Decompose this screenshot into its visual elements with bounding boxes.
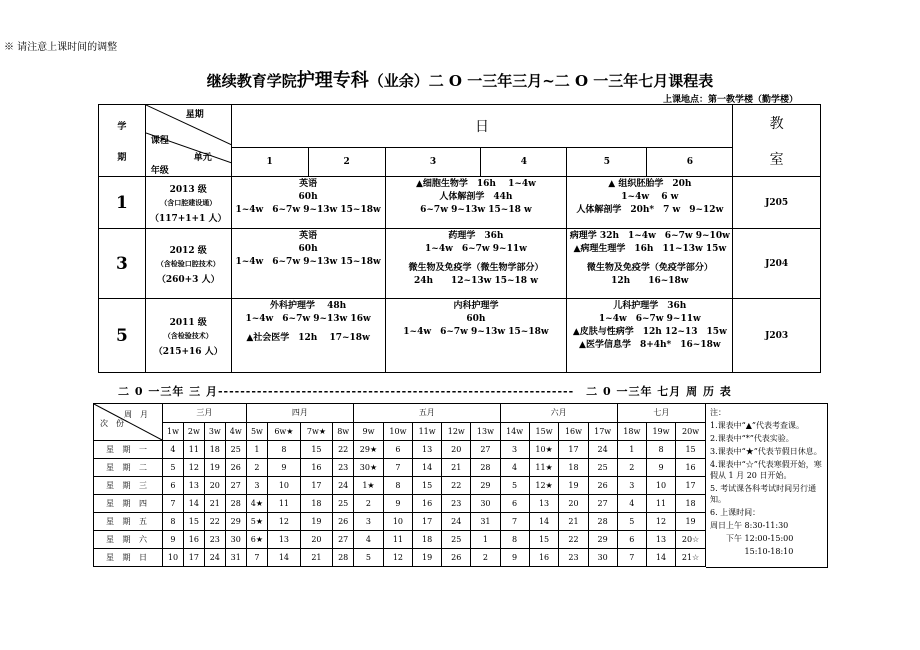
- course-line: 内科护理学: [453, 301, 499, 311]
- grade-cell: [145, 299, 231, 373]
- unit-1: 1: [231, 148, 308, 177]
- date-cell: 20: [559, 495, 588, 513]
- date-cell: 27: [225, 477, 246, 495]
- date-cell: 7: [246, 549, 267, 567]
- legend-item: 周日上午 8:30-11:30: [710, 521, 789, 530]
- date-cell: 14: [183, 495, 204, 513]
- date-cell: 15: [300, 441, 333, 459]
- week-number: 19w: [646, 422, 675, 441]
- date-cell: 14: [413, 459, 442, 477]
- date-cell: 29: [225, 513, 246, 531]
- course-line: 病理学 32h 1~4w 6~7w 9~10w: [569, 231, 730, 241]
- date-cell: 20: [204, 477, 225, 495]
- date-cell: 10: [383, 513, 412, 531]
- title-prefix: 继续教育学院: [206, 72, 297, 90]
- date-cell: 8: [646, 441, 675, 459]
- date-cell: 31: [471, 513, 500, 531]
- date-cell: 28: [333, 549, 354, 567]
- grade-label: 2011 级: [169, 317, 207, 328]
- week-number: 16w: [559, 422, 588, 441]
- date-cell: 7: [617, 549, 646, 567]
- course-cell: [231, 229, 385, 299]
- date-cell: 1: [246, 441, 267, 459]
- course-line: ▲细胞生物学 16h 1~4w: [415, 179, 536, 189]
- course-line: 60h: [298, 192, 318, 202]
- date-cell: 26: [333, 513, 354, 531]
- week-number: 4w: [225, 422, 246, 441]
- date-cell: 13: [413, 441, 442, 459]
- calendar-row: [94, 441, 706, 459]
- date-cell: 10: [268, 477, 301, 495]
- date-cell: 12: [646, 513, 675, 531]
- date-cell: 23: [442, 495, 471, 513]
- date-cell: 5: [617, 513, 646, 531]
- date-cell: 12: [268, 513, 301, 531]
- student-count: （117+1+1 人）: [149, 213, 227, 224]
- diag-kecheng: 课程: [150, 136, 169, 146]
- week-number: 15w: [529, 422, 559, 441]
- grade-subtitle: （含口腔建设通）: [160, 197, 217, 207]
- date-cell: 5: [163, 459, 184, 477]
- month-header: 六月: [500, 404, 617, 423]
- date-cell: 29: [588, 531, 617, 549]
- date-cell: 10: [646, 477, 675, 495]
- date-cell: 30: [471, 495, 500, 513]
- legend-item: 4.课表中“☆”代表寒假开始，寒假从 1 月 20 日开始。: [710, 460, 822, 480]
- calendar-row: [94, 477, 706, 495]
- date-cell: 16: [300, 459, 333, 477]
- grade-cell: [145, 229, 231, 299]
- date-cell: 10: [163, 549, 184, 567]
- date-cell: 11: [646, 495, 675, 513]
- date-cell: 1: [471, 531, 500, 549]
- date-cell: 30★: [354, 459, 384, 477]
- weekday-label: 星 期 一: [94, 441, 163, 459]
- course-line: 60h: [466, 314, 486, 324]
- diag-danyuan: 单元: [193, 153, 212, 163]
- weekday-label: 星 期 四: [94, 495, 163, 513]
- legend-item: 2.课表中“*”代表实验。: [710, 434, 794, 443]
- date-cell: 5: [354, 549, 384, 567]
- course-line: ▲ 组织胚胎学 20h: [608, 179, 692, 189]
- weekday-label: 星 期 三: [94, 477, 163, 495]
- course-line: 人体解剖学 44h: [439, 192, 513, 202]
- date-cell: 4★: [246, 495, 267, 513]
- course-line: ▲皮肤与性病学 12h 12~13 15w: [572, 327, 727, 337]
- date-cell: 9: [500, 549, 529, 567]
- room-cell: J205: [733, 177, 821, 229]
- date-cell: 28: [225, 495, 246, 513]
- calendar-row: [94, 531, 706, 549]
- date-cell: 17: [413, 513, 442, 531]
- week-number: 7w★: [300, 422, 333, 441]
- date-cell: 30: [588, 549, 617, 567]
- week-number: 6w★: [268, 422, 301, 441]
- date-cell: 11: [183, 441, 204, 459]
- date-cell: 1: [617, 441, 646, 459]
- date-cell: 2: [246, 459, 267, 477]
- date-cell: 18: [676, 495, 706, 513]
- course-line: 人体解剖学 20h* 7 w 9~12w: [576, 205, 724, 215]
- date-cell: 3: [354, 513, 384, 531]
- date-cell: 19: [676, 513, 706, 531]
- date-cell: 27: [588, 495, 617, 513]
- date-cell: 28: [471, 459, 500, 477]
- date-cell: 6: [500, 495, 529, 513]
- date-cell: 19: [413, 549, 442, 567]
- date-cell: 9: [163, 531, 184, 549]
- course-line: 英语: [299, 231, 318, 241]
- date-cell: 3: [246, 477, 267, 495]
- date-cell: 18: [204, 441, 225, 459]
- date-cell: 12: [383, 549, 412, 567]
- course-line: 60h: [298, 244, 318, 254]
- week-number: 13w: [471, 422, 500, 441]
- date-cell: 5: [500, 477, 529, 495]
- course-line: 1~4w 6~7w 9~11w: [425, 244, 527, 254]
- date-cell: 1★: [354, 477, 384, 495]
- term-number: 5: [99, 299, 146, 373]
- date-cell: 18: [559, 459, 588, 477]
- legend-item: 1.课表中“▲”代表考查课。: [710, 421, 804, 430]
- date-cell: 19: [559, 477, 588, 495]
- date-cell: 11: [383, 531, 412, 549]
- weekday-label: 星 期 二: [94, 459, 163, 477]
- course-line: 药理学 36h: [448, 231, 504, 241]
- date-cell: 13: [183, 477, 204, 495]
- date-cell: 10★: [529, 441, 559, 459]
- date-cell: 27: [471, 441, 500, 459]
- date-cell: 22: [559, 531, 588, 549]
- grade-cell: [145, 177, 231, 229]
- date-cell: 9: [268, 459, 301, 477]
- class-location: 上课地点：第一教学楼（勤学楼）: [662, 95, 798, 105]
- course-cell: [567, 229, 733, 299]
- date-cell: 22: [333, 441, 354, 459]
- legend-item: 下午 12:00-15:00: [710, 534, 794, 543]
- date-cell: 13: [529, 495, 559, 513]
- date-cell: 8: [268, 441, 301, 459]
- date-cell: 7: [383, 459, 412, 477]
- course-line: 12h 16~18w: [611, 276, 689, 286]
- date-cell: 26: [442, 549, 471, 567]
- legend-item: 5. 考试课各科考试时间另行通知。: [710, 484, 817, 504]
- date-cell: 17: [559, 441, 588, 459]
- diag-xingqi: 星期: [185, 110, 204, 120]
- month-header: 五月: [354, 404, 500, 423]
- calendar-row: [94, 549, 706, 567]
- grade-subtitle: （含检验口腔技术）: [156, 258, 220, 268]
- date-cell: 28: [588, 513, 617, 531]
- date-cell: 11★: [529, 459, 559, 477]
- course-line: 6~7w 9~13w 15~18 w: [420, 205, 532, 215]
- date-cell: 25: [333, 495, 354, 513]
- calendar-table: [93, 403, 706, 567]
- course-line: 外科护理学 48h: [269, 301, 347, 311]
- term-number: 1: [99, 177, 146, 229]
- date-cell: 18: [300, 495, 333, 513]
- diag-nianji: 年级: [150, 166, 169, 176]
- date-cell: 29: [471, 477, 500, 495]
- corner-text-a: 周 月: [124, 410, 148, 419]
- date-cell: 26: [225, 459, 246, 477]
- date-cell: 3: [617, 477, 646, 495]
- date-cell: 19: [204, 459, 225, 477]
- date-cell: 26: [588, 477, 617, 495]
- month-header: 七月: [617, 404, 705, 423]
- course-line: 儿科护理学 36h: [613, 301, 687, 311]
- legend-item: 3.课表中“★”代表节假日休息。: [710, 447, 822, 456]
- corner-text-b: 次 份: [100, 419, 124, 428]
- weekday-label: 星 期 日: [94, 549, 163, 567]
- date-cell: 8: [500, 531, 529, 549]
- course-cell: [231, 177, 385, 229]
- date-cell: 2: [471, 549, 500, 567]
- unit-4: 4: [481, 148, 567, 177]
- course-line: 1~4w 6~7w 9~11w: [598, 314, 701, 324]
- date-cell: 15: [183, 513, 204, 531]
- week-number: 18w: [617, 422, 646, 441]
- date-cell: 27: [333, 531, 354, 549]
- week-number: 3w: [204, 422, 225, 441]
- date-cell: 4: [500, 459, 529, 477]
- date-cell: 7: [500, 513, 529, 531]
- course-line: 1~4w 6~7w 9~13w 16w: [245, 314, 371, 324]
- date-cell: 15: [413, 477, 442, 495]
- calendar-row: [94, 513, 706, 531]
- legend-item: 6. 上课时间：: [710, 508, 761, 517]
- course-cell: [385, 229, 567, 299]
- date-cell: 7: [163, 495, 184, 513]
- date-cell: 13: [268, 531, 301, 549]
- course-line: 1~4w 6~7w 9~13w 15~18w: [235, 257, 381, 267]
- room-header: 教 室: [733, 105, 821, 177]
- date-cell: 2: [617, 459, 646, 477]
- date-cell: 21: [300, 549, 333, 567]
- date-cell: 8: [163, 513, 184, 531]
- student-count: （260+3 人）: [156, 274, 220, 285]
- date-cell: 8: [383, 477, 412, 495]
- term-header: 学 期: [99, 105, 146, 177]
- date-cell: 15: [676, 441, 706, 459]
- date-cell: 14: [529, 513, 559, 531]
- date-cell: 18: [413, 531, 442, 549]
- course-cell: [385, 177, 567, 229]
- date-cell: 21: [204, 495, 225, 513]
- week-number: 1w: [163, 422, 184, 441]
- week-number: 12w: [442, 422, 471, 441]
- term-number: 3: [99, 229, 146, 299]
- date-cell: 21☆: [676, 549, 706, 567]
- date-cell: 24: [442, 513, 471, 531]
- date-cell: 24: [204, 549, 225, 567]
- date-cell: 4: [617, 495, 646, 513]
- date-cell: 29★: [354, 441, 384, 459]
- date-cell: 16: [529, 549, 559, 567]
- date-cell: 12: [183, 459, 204, 477]
- date-cell: 25: [442, 531, 471, 549]
- date-cell: 11: [268, 495, 301, 513]
- grade-subtitle: （含检验技术）: [163, 330, 213, 340]
- unit-3: 3: [385, 148, 481, 177]
- date-cell: 5★: [246, 513, 267, 531]
- date-cell: 4: [163, 441, 184, 459]
- student-count: （215+16 人）: [153, 346, 223, 357]
- month-header: 三月: [163, 404, 247, 423]
- weekday-label: 星 期 六: [94, 531, 163, 549]
- course-line: 微生物及免疫学（免疫学部分）: [586, 263, 713, 273]
- week-number: 10w: [383, 422, 412, 441]
- date-cell: 6: [383, 441, 412, 459]
- week-number: 14w: [500, 422, 529, 441]
- course-line: 1~4w 6 w: [621, 192, 679, 202]
- date-cell: 20: [442, 441, 471, 459]
- date-cell: 16: [183, 531, 204, 549]
- week-number: 9w: [354, 422, 384, 441]
- date-cell: 24: [333, 477, 354, 495]
- date-cell: 16: [413, 495, 442, 513]
- date-cell: 20☆: [676, 531, 706, 549]
- course-line: 24h 12~13w 15~18 w: [413, 276, 538, 286]
- course-cell: [385, 299, 567, 373]
- course-line: 英语: [299, 179, 318, 189]
- date-cell: 14: [268, 549, 301, 567]
- course-line: ▲病理生理学 16h 11~13w 15w: [573, 244, 727, 254]
- date-cell: 15: [529, 531, 559, 549]
- title-suffix: （业余）二 O 一三年三月~二 O 一三年七月课程表: [368, 72, 714, 90]
- unit-5: 5: [567, 148, 647, 177]
- course-line: ▲医学信息学 8+4h* 16~18w: [579, 340, 721, 350]
- week-number: 17w: [588, 422, 617, 441]
- course-line: 1~4w 6~7w 9~13w 15~18w: [403, 327, 549, 337]
- unit-6: 6: [647, 148, 733, 177]
- unit-2: 2: [308, 148, 385, 177]
- date-cell: 9: [383, 495, 412, 513]
- room-cell: J204: [733, 229, 821, 299]
- legend-item: 15:10-18:10: [710, 547, 794, 556]
- course-cell: [231, 299, 385, 373]
- schedule-row: [99, 299, 821, 373]
- course-line: 1~4w 6~7w 9~13w 15~18w: [235, 205, 381, 215]
- diagonal-header: [145, 105, 231, 177]
- date-cell: 19: [300, 513, 333, 531]
- date-cell: 3: [500, 441, 529, 459]
- date-cell: 17: [300, 477, 333, 495]
- date-cell: 21: [442, 459, 471, 477]
- room-cell: J203: [733, 299, 821, 373]
- date-cell: 20: [300, 531, 333, 549]
- schedule-row: [99, 229, 821, 299]
- date-cell: 16: [676, 459, 706, 477]
- course-line: 微生物及免疫学（微生物学部分）: [408, 263, 544, 273]
- course-cell: [567, 177, 733, 229]
- date-cell: 4: [354, 531, 384, 549]
- date-cell: 17: [183, 549, 204, 567]
- date-cell: 22: [204, 513, 225, 531]
- date-cell: 6★: [246, 531, 267, 549]
- day-header: 日: [231, 105, 733, 148]
- weekday-label: 星 期 五: [94, 513, 163, 531]
- week-number: 11w: [413, 422, 442, 441]
- grade-label: 2012 级: [169, 245, 207, 256]
- date-cell: 31: [225, 549, 246, 567]
- date-cell: 12★: [529, 477, 559, 495]
- date-cell: 17: [676, 477, 706, 495]
- date-cell: 23: [204, 531, 225, 549]
- date-cell: 25: [588, 459, 617, 477]
- date-cell: 14: [646, 549, 675, 567]
- date-cell: 30: [225, 531, 246, 549]
- schedule-table: [98, 104, 821, 373]
- schedule-body: [99, 177, 821, 373]
- calendar-row: [94, 495, 706, 513]
- date-cell: 9: [646, 459, 675, 477]
- top-note: ※ 请注意上课时间的调整: [4, 42, 118, 53]
- week-number: 8w: [333, 422, 354, 441]
- calendar-heading: 二 0 一三年 三 月---------------------------------------------------------------- 二 0 一三年 七月 周 历 表: [118, 385, 732, 398]
- date-cell: 2: [354, 495, 384, 513]
- date-cell: 24: [588, 441, 617, 459]
- course-line: ▲社会医学 12h 17~18w: [246, 333, 370, 343]
- title-major: 护理专科: [296, 70, 369, 91]
- week-number: 5w: [246, 422, 267, 441]
- legend-notes: [706, 403, 828, 568]
- legend-title: 注：: [710, 408, 726, 417]
- date-cell: 23: [559, 549, 588, 567]
- date-cell: 23: [333, 459, 354, 477]
- date-cell: 21: [559, 513, 588, 531]
- date-cell: 6: [163, 477, 184, 495]
- grade-label: 2013 级: [169, 184, 207, 195]
- date-cell: 25: [225, 441, 246, 459]
- month-header: 四月: [246, 404, 353, 423]
- calendar-corner: [94, 404, 163, 441]
- date-cell: 6: [617, 531, 646, 549]
- week-number: 20w: [676, 422, 706, 441]
- page-title: [0, 66, 920, 92]
- schedule-row: [99, 177, 821, 229]
- course-cell: [567, 299, 733, 373]
- date-cell: 22: [442, 477, 471, 495]
- date-cell: 13: [646, 531, 675, 549]
- week-number: 2w: [183, 422, 204, 441]
- calendar-row: [94, 459, 706, 477]
